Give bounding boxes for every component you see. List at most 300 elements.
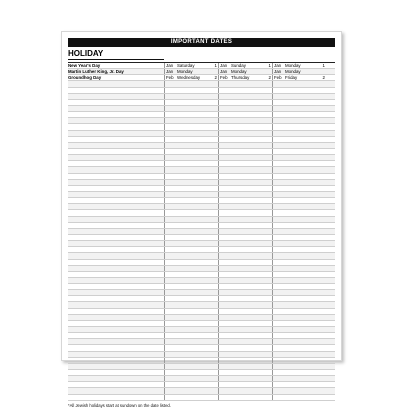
date-day: [259, 247, 271, 252]
date-month: [220, 352, 231, 357]
date-group: [164, 358, 218, 363]
date-group: [218, 88, 272, 93]
date-month: [274, 302, 285, 307]
date-day: [205, 81, 217, 86]
date-month: [274, 260, 285, 265]
date-month: [220, 161, 231, 166]
date-day: [313, 358, 325, 363]
date-month: [274, 100, 285, 105]
date-day: [313, 345, 325, 350]
date-weekday: [285, 376, 313, 381]
date-weekday: Sunday: [231, 63, 246, 68]
date-day: [259, 118, 271, 123]
date-weekday: [285, 278, 313, 283]
date-group: [164, 186, 218, 191]
date-group: [272, 339, 326, 344]
date-day: [205, 174, 217, 179]
date-day: [259, 260, 271, 265]
date-group: [272, 358, 326, 363]
date-weekday: [177, 370, 205, 375]
date-group: [164, 143, 218, 148]
date-group: [272, 260, 326, 265]
date-weekday: [231, 382, 259, 387]
date-day: [313, 370, 325, 375]
date-group: [272, 223, 326, 228]
holiday-name: [68, 333, 164, 338]
date-group: [272, 192, 326, 197]
date-weekday: [177, 143, 205, 148]
date-group: [272, 155, 326, 160]
date-group: [272, 272, 326, 277]
date-group: [272, 217, 326, 222]
date-group: [218, 223, 272, 228]
date-month: [220, 370, 231, 375]
holiday-name: [68, 180, 164, 185]
date-day: [259, 131, 271, 136]
date-month: [274, 333, 285, 338]
holiday-name: [68, 149, 164, 154]
date-group: [218, 192, 272, 197]
date-day: [313, 131, 325, 136]
date-month: [220, 339, 231, 344]
date-group: [218, 124, 272, 129]
date-weekday: [177, 137, 205, 142]
date-group: [218, 302, 272, 307]
date-day: [259, 174, 271, 179]
date-group: [164, 94, 218, 99]
date-group: [218, 204, 272, 209]
date-month: [220, 88, 231, 93]
date-group: [218, 241, 272, 246]
date-month: [166, 247, 177, 252]
date-month: [166, 155, 177, 160]
date-weekday: [285, 100, 313, 105]
holiday-name: [68, 143, 164, 148]
date-month: [220, 143, 231, 148]
date-month: [220, 186, 231, 191]
date-month: [220, 118, 231, 123]
date-group: [164, 352, 218, 357]
date-day: [259, 388, 271, 393]
date-day: [313, 137, 325, 142]
date-weekday: [285, 174, 313, 179]
date-month: Feb: [274, 75, 282, 81]
date-month: [274, 143, 285, 148]
date-day: [313, 278, 325, 283]
date-group: [164, 253, 218, 258]
date-day: [313, 100, 325, 105]
date-month: [220, 155, 231, 160]
date-group: [272, 174, 326, 179]
date-month: [166, 131, 177, 136]
date-weekday: [177, 315, 205, 320]
date-month: [166, 284, 177, 289]
date-day: [205, 149, 217, 154]
date-weekday: [177, 241, 205, 246]
date-group: [164, 302, 218, 307]
date-month: [274, 358, 285, 363]
date-day: [205, 204, 217, 209]
date-day: [205, 180, 217, 185]
date-day: [205, 321, 217, 326]
date-weekday: [285, 272, 313, 277]
date-weekday: [285, 106, 313, 111]
date-group: [272, 69, 326, 74]
date-weekday: [285, 137, 313, 142]
date-month: [166, 388, 177, 393]
date-month: [166, 315, 177, 320]
date-group: [164, 106, 218, 111]
date-group: [218, 278, 272, 283]
date-month: [166, 339, 177, 344]
date-month: [220, 94, 231, 99]
date-month: [166, 204, 177, 209]
date-weekday: [285, 81, 313, 86]
date-group: [164, 198, 218, 203]
date-weekday: [177, 235, 205, 240]
date-weekday: [285, 333, 313, 338]
date-day: [205, 192, 217, 197]
date-group: [272, 376, 326, 381]
date-month: [274, 309, 285, 314]
date-day: [205, 266, 217, 271]
holiday-name: [68, 94, 164, 99]
date-weekday: [177, 198, 205, 203]
date-weekday: [177, 296, 205, 301]
date-group: [164, 118, 218, 123]
date-group: [272, 88, 326, 93]
date-month: [166, 352, 177, 357]
date-day: [313, 395, 325, 400]
holiday-name: [68, 235, 164, 240]
date-day: [205, 118, 217, 123]
date-group: [164, 149, 218, 154]
date-group: [218, 131, 272, 136]
holiday-name: [68, 241, 164, 246]
date-weekday: [231, 388, 259, 393]
date-day: [259, 309, 271, 314]
holiday-name: [68, 118, 164, 123]
date-weekday: [285, 339, 313, 344]
date-month: [166, 382, 177, 387]
date-day: [259, 235, 271, 240]
date-weekday: [177, 290, 205, 295]
holiday-name: [68, 124, 164, 129]
date-weekday: [285, 223, 313, 228]
date-month: [166, 370, 177, 375]
date-weekday: [285, 88, 313, 93]
date-weekday: [231, 376, 259, 381]
date-month: [220, 100, 231, 105]
date-day: [259, 272, 271, 277]
date-weekday: [177, 358, 205, 363]
date-day: [259, 112, 271, 117]
date-day: [205, 223, 217, 228]
date-month: [220, 272, 231, 277]
holiday-name: [68, 364, 164, 369]
date-group: [218, 75, 272, 80]
date-month: [220, 137, 231, 142]
date-day: [313, 290, 325, 295]
date-group: [218, 81, 272, 86]
date-month: [274, 210, 285, 215]
date-weekday: Monday: [177, 69, 193, 75]
date-weekday: [231, 296, 259, 301]
date-month: [274, 364, 285, 369]
date-weekday: [231, 358, 259, 363]
date-month: [274, 192, 285, 197]
date-group: [164, 180, 218, 185]
date-day: [205, 186, 217, 191]
date-weekday: [231, 124, 259, 129]
date-weekday: [231, 364, 259, 369]
date-day: [205, 358, 217, 363]
date-day: [205, 278, 217, 283]
date-group: [272, 290, 326, 295]
date-day: [259, 100, 271, 105]
date-group: [164, 339, 218, 344]
date-month: [220, 321, 231, 326]
date-weekday: [231, 149, 259, 154]
date-month: [274, 290, 285, 295]
holiday-name: [68, 266, 164, 271]
date-group: [272, 302, 326, 307]
holiday-name: [68, 186, 164, 191]
date-group: [164, 88, 218, 93]
holiday-name: [68, 376, 164, 381]
date-day: [205, 327, 217, 332]
date-weekday: [177, 247, 205, 252]
date-weekday: [285, 118, 313, 123]
date-month: [166, 106, 177, 111]
date-day: [259, 198, 271, 203]
date-weekday: [285, 290, 313, 295]
date-weekday: [177, 131, 205, 136]
date-day: [205, 260, 217, 265]
date-month: [166, 345, 177, 350]
date-day: [259, 266, 271, 271]
date-group: [164, 229, 218, 234]
date-group: [218, 253, 272, 258]
date-day: [313, 174, 325, 179]
date-weekday: [177, 364, 205, 369]
date-day: [259, 88, 271, 93]
holiday-name: [68, 88, 164, 93]
date-month: [166, 278, 177, 283]
date-day: [313, 167, 325, 172]
date-month: [166, 118, 177, 123]
date-group: [272, 161, 326, 166]
date-group: [164, 161, 218, 166]
date-day: [205, 309, 217, 314]
date-day: [313, 376, 325, 381]
date-month: [220, 376, 231, 381]
date-month: [274, 131, 285, 136]
date-weekday: [231, 167, 259, 172]
date-group: [164, 241, 218, 246]
date-weekday: [177, 149, 205, 154]
holiday-name: New Year's Day: [68, 63, 101, 68]
holiday-name: [68, 223, 164, 228]
date-weekday: [285, 309, 313, 314]
date-group: [164, 217, 218, 222]
date-group: [218, 180, 272, 185]
date-day: [313, 364, 325, 369]
date-group: [272, 143, 326, 148]
date-weekday: [177, 266, 205, 271]
date-weekday: [231, 321, 259, 326]
date-group: [164, 260, 218, 265]
date-month: [166, 137, 177, 142]
date-day: [259, 124, 271, 129]
date-group: [218, 137, 272, 142]
date-day: [259, 192, 271, 197]
date-month: [166, 266, 177, 271]
date-month: [166, 395, 177, 400]
date-day: [205, 296, 217, 301]
date-day: [259, 278, 271, 283]
date-weekday: [231, 309, 259, 314]
date-month: [166, 272, 177, 277]
holiday-name: [68, 345, 164, 350]
date-day: [313, 180, 325, 185]
date-weekday: [231, 112, 259, 117]
date-weekday: [231, 137, 259, 142]
date-month: [274, 266, 285, 271]
date-month: [220, 124, 231, 129]
date-group: [218, 235, 272, 240]
date-weekday: [285, 229, 313, 234]
date-day: [205, 94, 217, 99]
page-banner: IMPORTANT DATES: [68, 38, 335, 47]
date-day: [259, 253, 271, 258]
holiday-name: [68, 388, 164, 393]
date-group: [272, 210, 326, 215]
date-weekday: Friday: [285, 75, 298, 81]
holiday-name: [68, 131, 164, 136]
date-weekday: [231, 333, 259, 338]
date-weekday: [231, 247, 259, 252]
date-day: [205, 333, 217, 338]
date-month: [220, 302, 231, 307]
date-day: [259, 180, 271, 185]
date-weekday: [285, 327, 313, 332]
date-weekday: [177, 321, 205, 326]
date-group: [272, 296, 326, 301]
date-weekday: [231, 302, 259, 307]
date-day: 2: [214, 75, 217, 81]
date-month: [274, 94, 285, 99]
date-group: [272, 131, 326, 136]
date-day: [205, 253, 217, 258]
date-month: [220, 167, 231, 172]
date-group: [272, 149, 326, 154]
date-day: [205, 155, 217, 160]
date-group: [272, 81, 326, 86]
date-day: [205, 100, 217, 105]
date-group: [218, 198, 272, 203]
date-group: [272, 395, 326, 400]
date-day: [205, 345, 217, 350]
date-group: [164, 210, 218, 215]
date-weekday: [231, 204, 259, 209]
date-group: [164, 137, 218, 142]
date-weekday: [177, 180, 205, 185]
date-month: [220, 241, 231, 246]
date-weekday: [285, 352, 313, 357]
date-weekday: [231, 327, 259, 332]
date-group: [272, 235, 326, 240]
date-day: [205, 388, 217, 393]
date-day: [259, 376, 271, 381]
date-day: [313, 339, 325, 344]
date-month: [274, 161, 285, 166]
date-group: [218, 94, 272, 99]
holiday-name: [68, 229, 164, 234]
date-month: [220, 229, 231, 234]
date-month: [220, 296, 231, 301]
date-group: [164, 345, 218, 350]
holiday-name: [68, 192, 164, 197]
date-day: [259, 149, 271, 154]
date-day: [205, 395, 217, 400]
date-weekday: [285, 241, 313, 246]
date-weekday: [285, 131, 313, 136]
date-weekday: [177, 174, 205, 179]
date-group: [218, 296, 272, 301]
date-day: [313, 382, 325, 387]
date-weekday: [177, 272, 205, 277]
date-weekday: [285, 217, 313, 222]
date-group: [272, 321, 326, 326]
date-day: [313, 124, 325, 129]
date-month: Jan: [274, 63, 282, 68]
date-weekday: [177, 167, 205, 172]
date-month: [220, 217, 231, 222]
date-day: [205, 247, 217, 252]
date-weekday: [177, 204, 205, 209]
date-month: [274, 241, 285, 246]
date-weekday: [285, 388, 313, 393]
date-group: [218, 100, 272, 105]
date-month: [274, 382, 285, 387]
holiday-name: [68, 284, 164, 289]
date-group: [272, 370, 326, 375]
date-day: [259, 302, 271, 307]
date-day: [259, 370, 271, 375]
holiday-name: [68, 167, 164, 172]
date-day: [313, 106, 325, 111]
date-month: [274, 229, 285, 234]
date-day: [313, 241, 325, 246]
date-group: [164, 204, 218, 209]
date-group: [218, 290, 272, 295]
date-weekday: [177, 229, 205, 234]
date-month: Feb: [166, 75, 174, 81]
date-group: [164, 167, 218, 172]
date-month: [220, 247, 231, 252]
date-day: [259, 333, 271, 338]
date-weekday: [285, 345, 313, 350]
date-month: [166, 88, 177, 93]
date-day: [259, 106, 271, 111]
date-day: [205, 124, 217, 129]
date-month: [166, 167, 177, 172]
date-day: [205, 364, 217, 369]
date-weekday: [231, 161, 259, 166]
date-weekday: [177, 81, 205, 86]
date-group: [272, 204, 326, 209]
